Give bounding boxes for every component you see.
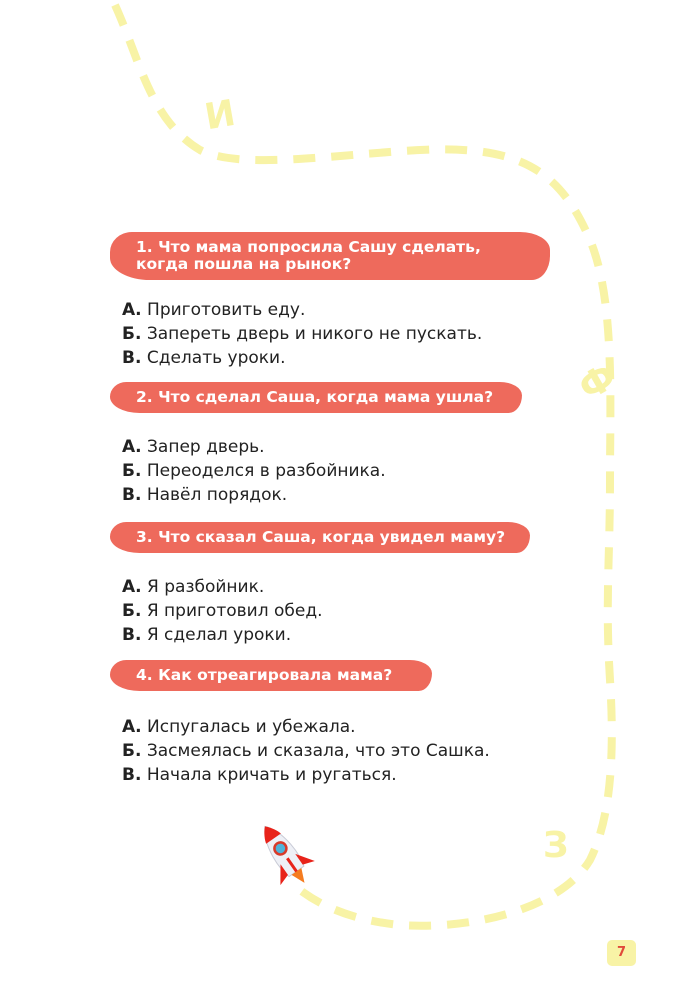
answer-option[interactable]: В. Начала кричать и ругаться.	[122, 765, 397, 785]
rocket-icon	[250, 815, 320, 895]
answer-option[interactable]: Б. Запереть дверь и никого не пускать.	[122, 324, 483, 344]
question-1	[110, 232, 550, 370]
decor-letter: З	[543, 825, 569, 866]
question-title: 1. Что мама попросила Сашу сделать, когда пошла на рынок?	[110, 232, 550, 280]
question-3	[110, 522, 530, 647]
answer-option[interactable]: А. Приготовить еду.	[122, 300, 306, 320]
answer-option[interactable]: А. Испугалась и убежала.	[122, 717, 356, 737]
question-title: 2. Что сделал Саша, когда мама ушла?	[110, 382, 522, 413]
question-4	[110, 660, 490, 787]
answer-option[interactable]: А. Запер дверь.	[122, 437, 265, 457]
answer-option[interactable]: В. Я сделал уроки.	[122, 625, 292, 645]
page-number: 7	[607, 940, 636, 966]
question-title: 3. Что сказал Саша, когда увидел маму?	[110, 522, 530, 553]
question-title: 4. Как отреагировала мама?	[110, 660, 432, 691]
answer-option[interactable]: Б. Переоделся в разбойника.	[122, 461, 386, 481]
question-2	[110, 382, 522, 507]
answer-option[interactable]: В. Сделать уроки.	[122, 348, 286, 368]
answer-option[interactable]: Б. Я приготовил обед.	[122, 601, 323, 621]
answer-option[interactable]: В. Навёл порядок.	[122, 485, 288, 505]
decor-letter: И	[201, 92, 239, 139]
decor-letter: Ф	[572, 355, 624, 410]
answer-option[interactable]: А. Я разбойник.	[122, 577, 265, 597]
answer-option[interactable]: Б. Засмеялась и сказала, что это Сашка.	[122, 741, 490, 761]
